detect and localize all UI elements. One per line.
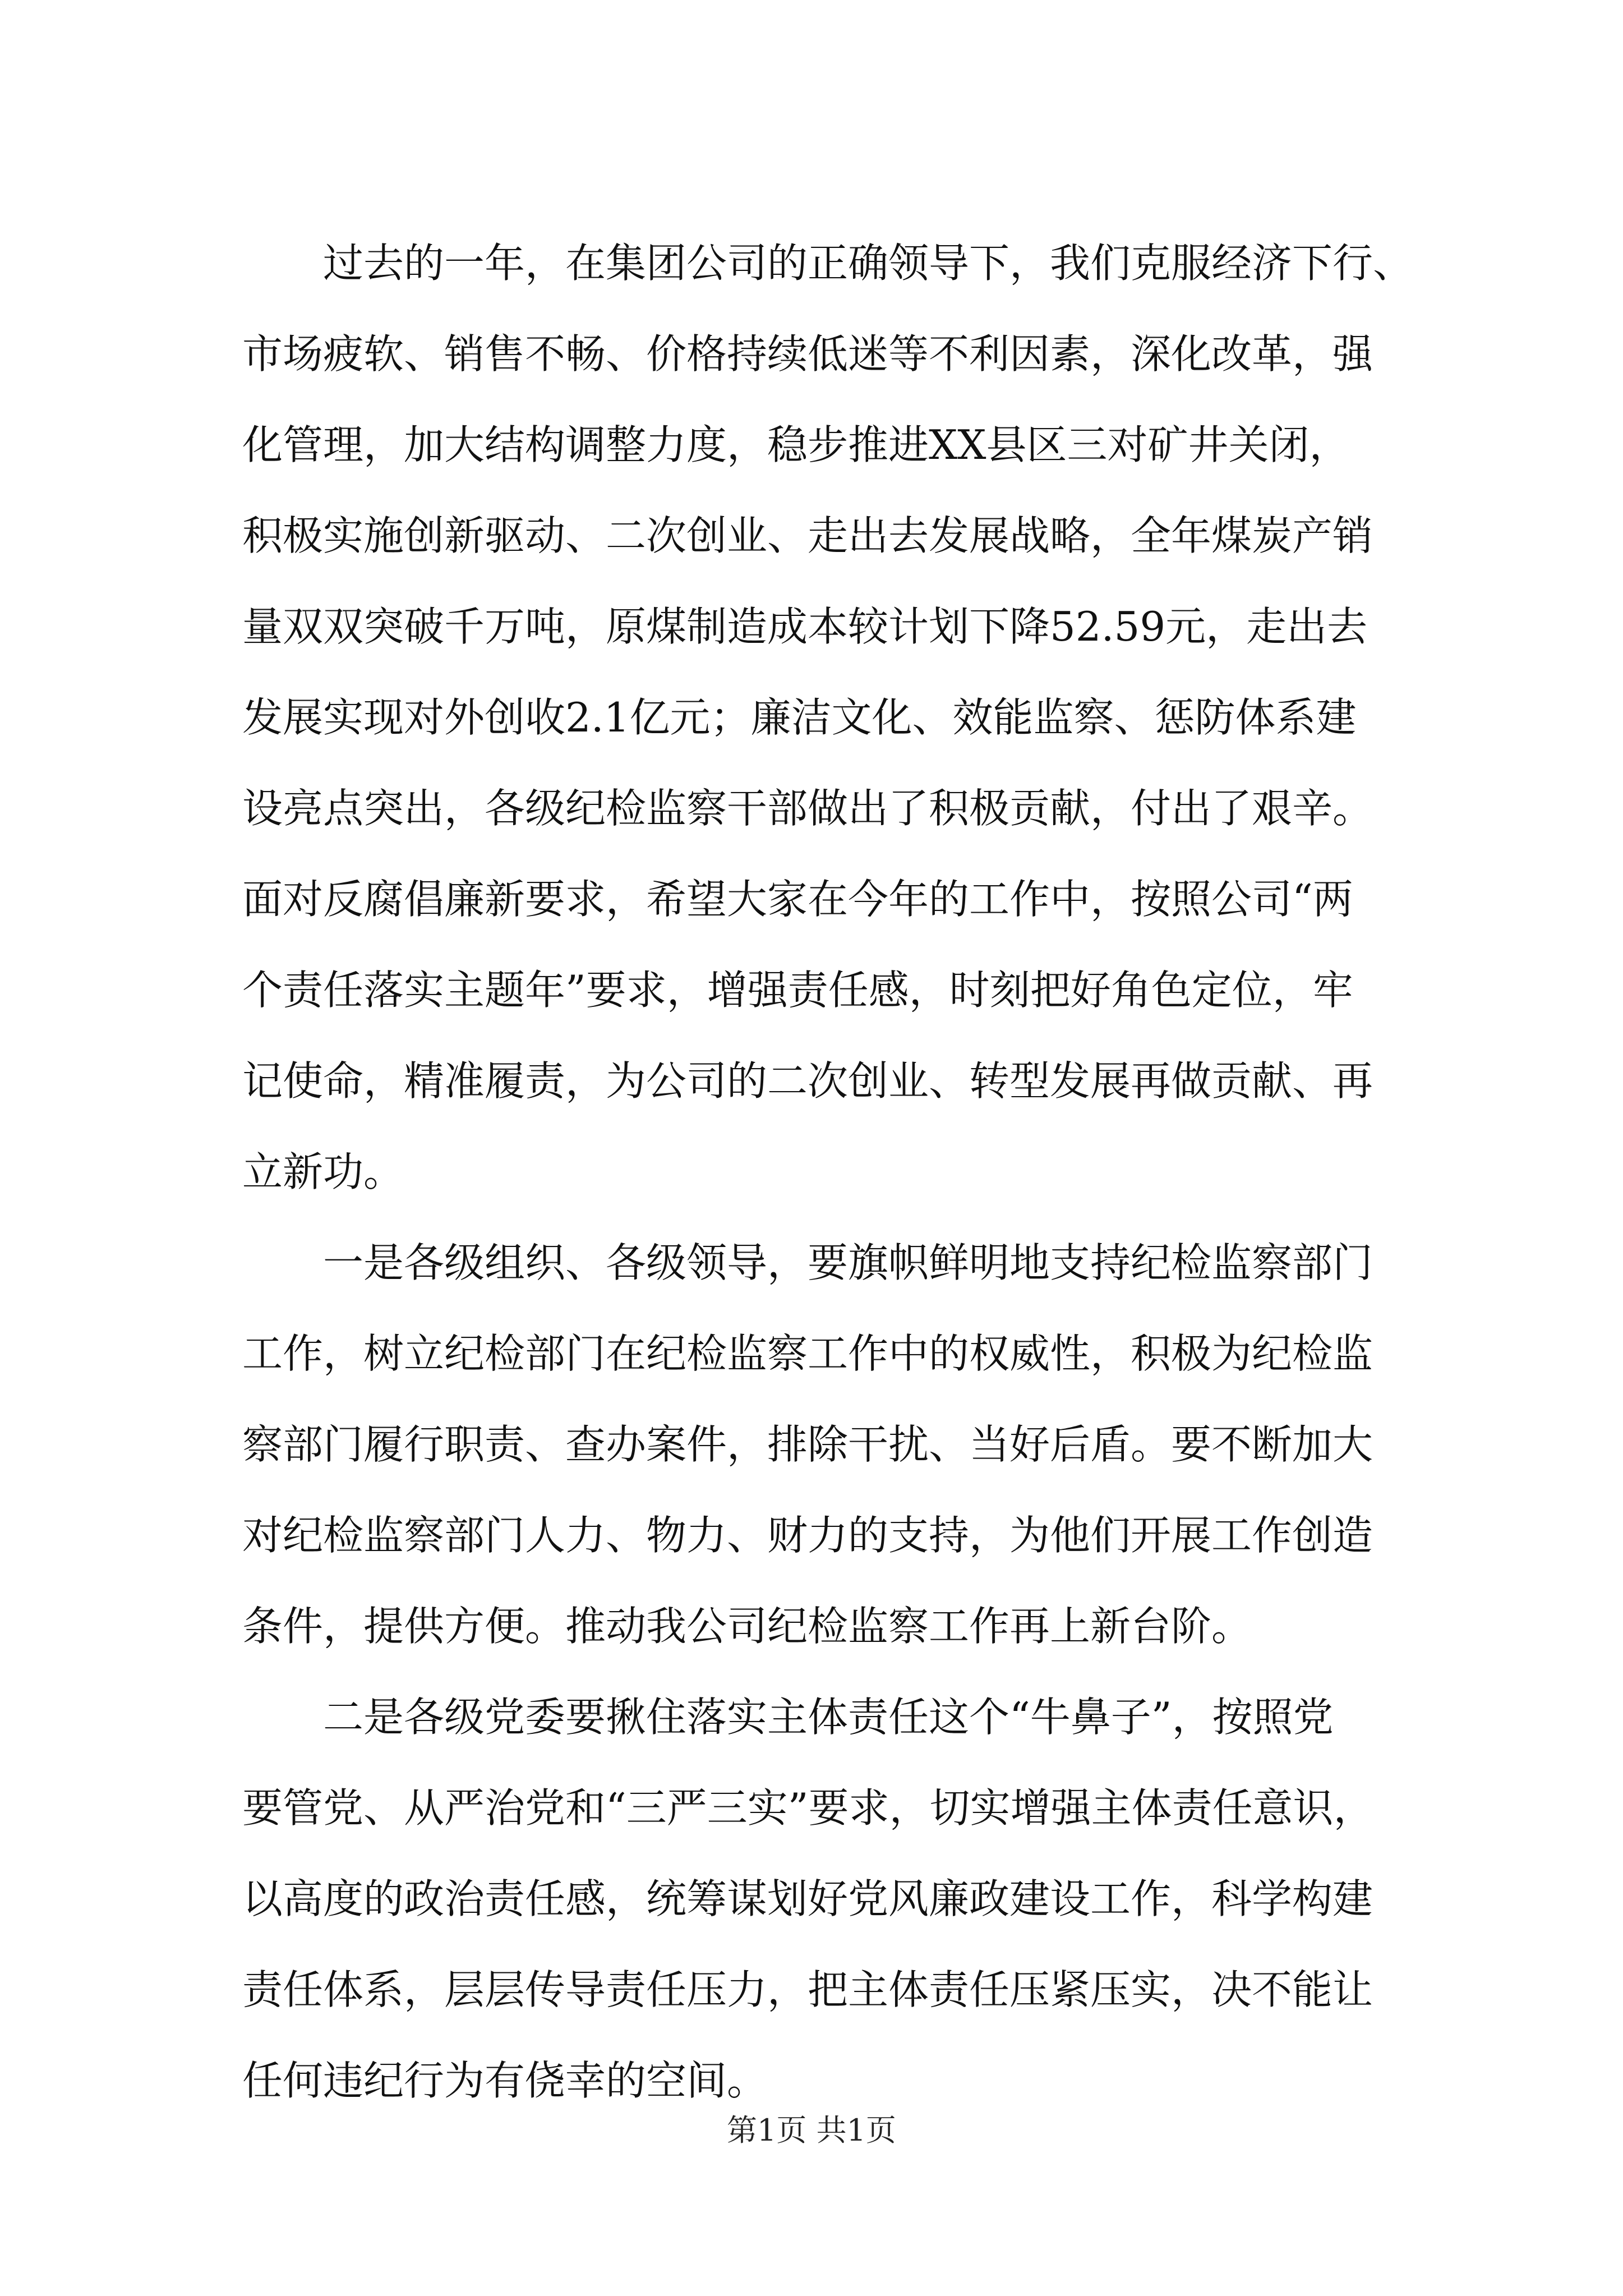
paragraph-line: 化管理，加大结构调整力度，稳步推进XX县区三对矿井关闭，	[242, 421, 1350, 468]
paragraph-line: 市场疲软、销售不畅、价格持续低迷等不利因素，深化改革，强	[242, 330, 1373, 378]
paragraph-line: 量双双突破千万吨，原煤制造成本较计划下降52.59元，走出去	[242, 603, 1368, 650]
paragraph-line: 条件，提供方便。推动我公司纪检监察工作再上新台阶。	[242, 1603, 1252, 1650]
paragraph-line: 一是各级组织、各级领导，要旗帜鲜明地支持纪检监察部门	[323, 1239, 1373, 1286]
paragraph-line: 发展实现对外创收2.1亿元；廉洁文化、效能监察、惩防体系建	[242, 694, 1357, 741]
paragraph-line: 积极实施创新驱动、二次创业、走出去发展战略，全年煤炭产销	[242, 512, 1373, 559]
paragraph-line: 个责任落实主题年”要求，增强责任感，时刻把好角色定位，牢	[242, 967, 1353, 1014]
paragraph-3	[242, 1672, 1420, 2126]
paragraph-line: 设亮点突出，各级纪检监察干部做出了积极贡献，付出了艰辛。	[242, 785, 1373, 832]
paragraph-line: 二是各级党委要揪住落实主体责任这个“牛鼻子”，按照党	[323, 1694, 1334, 1741]
paragraph-line: 过去的一年，在集团公司的正确领导下，我们克服经济下行、	[323, 240, 1414, 287]
paragraph-line: 以高度的政治责任感，统筹谋划好党风廉政建设工作，科学构建	[242, 1875, 1373, 1922]
paragraph-line: 任何违纪行为有侥幸的空间。	[242, 2057, 768, 2104]
page-footer	[0, 2106, 1623, 2150]
document-body	[242, 218, 1420, 2126]
paragraph-line: 要管党、从严治党和“三严三实”要求，切实增强主体责任意识，	[242, 1784, 1374, 1832]
paragraph-1	[242, 218, 1420, 1217]
page-number-label: 第1页 共1页	[727, 2113, 896, 2148]
paragraph-line: 立新功。	[242, 1148, 404, 1195]
paragraph-line: 记使命，精准履责，为公司的二次创业、转型发展再做贡献、再	[242, 1057, 1373, 1105]
paragraph-2	[242, 1217, 1420, 1672]
paragraph-line: 责任体系，层层传导责任压力，把主体责任压紧压实，决不能让	[242, 1966, 1373, 2013]
paragraph-line: 工作，树立纪检部门在纪检监察工作中的权威性，积极为纪检监	[242, 1330, 1373, 1377]
paragraph-line: 面对反腐倡廉新要求，希望大家在今年的工作中，按照公司“两	[242, 876, 1353, 923]
paragraph-line: 察部门履行职责、查办案件，排除干扰、当好后盾。要不断加大	[242, 1421, 1373, 1468]
paragraph-line: 对纪检监察部门人力、物力、财力的支持，为他们开展工作创造	[242, 1512, 1373, 1559]
